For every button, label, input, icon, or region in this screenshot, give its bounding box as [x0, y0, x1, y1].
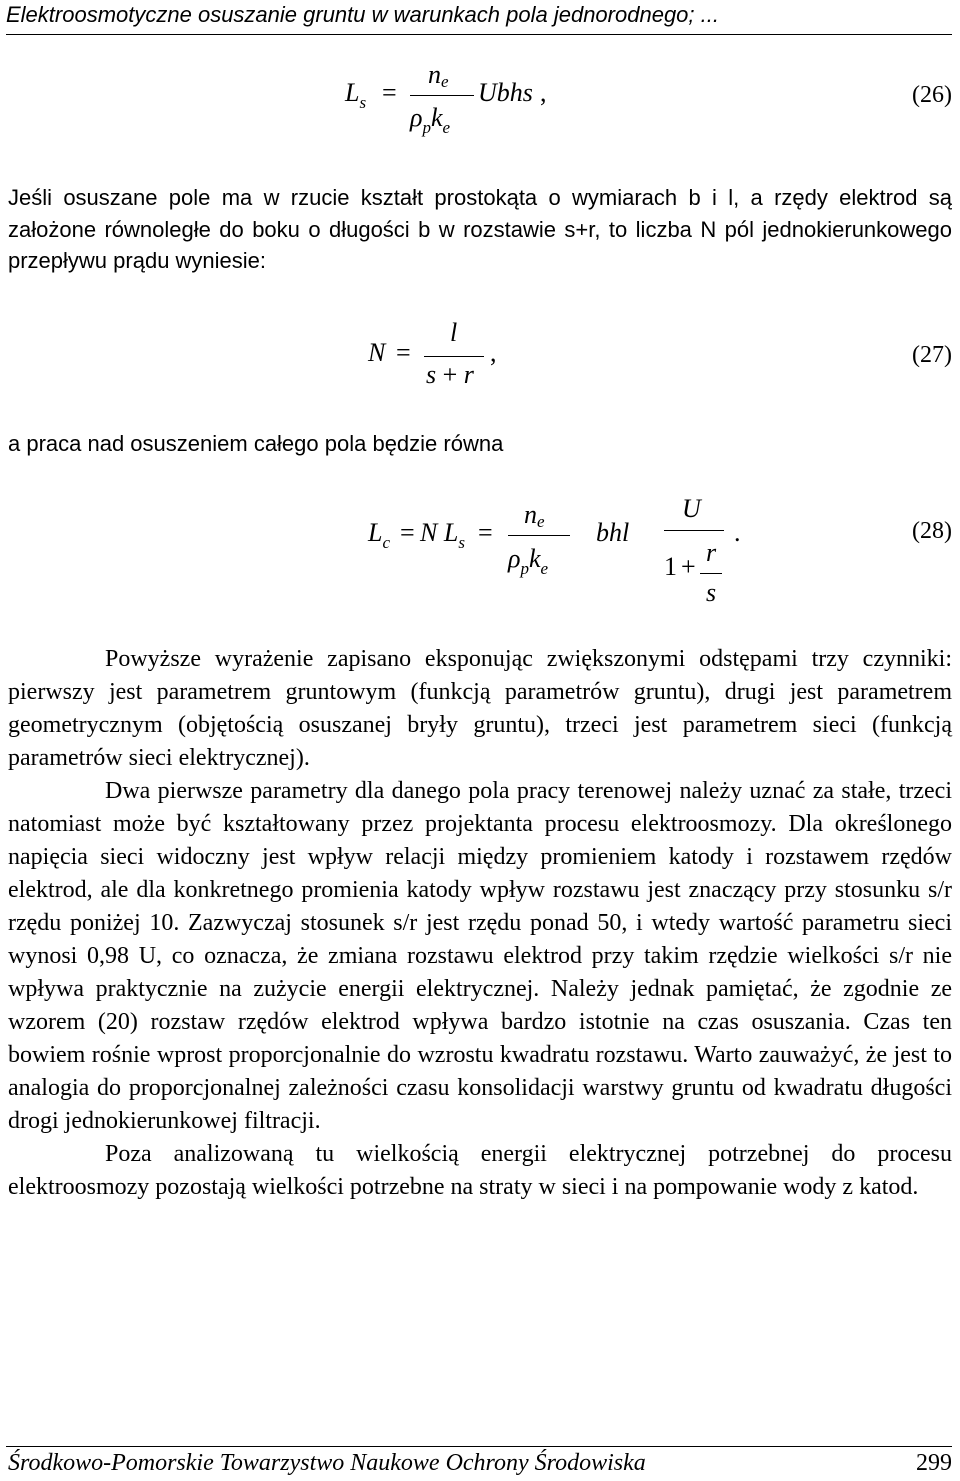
paragraph-1: Jeśli osuszane pole ma w rzucie kształt prostokąta o wymiarach b i l, a rzędy elektrod są założone równoległe do boku o długości b w rozstawie s+r, to liczba N pól jednokierunkowego przepływu prądu wyniesie:	[8, 185, 952, 273]
page-number: 299	[916, 1450, 952, 1476]
footer-divider	[6, 1446, 952, 1447]
equation-number: (28)	[912, 518, 952, 544]
paragraph-3: Powyższe wyrażenie zapisano eksponując zwiększonymi odstępami trzy czynniki: pierwszy jest parametrem gruntowym (funkcją parametrów gruntu), drugi jest parametrem geometrycznym (objętością osuszanej bryły gruntu), trzeci jest parametrem sieci (funkcją parametrów sieci elektrycznej).	[8, 646, 952, 771]
paragraph-4: Dwa pierwsze parametry dla danego pola pracy terenowej należy uznać za stałe, trzeci natomiast może być kształtowany przez projektanta procesu elektroosmozy. Dla określonego napięcia sieci widoczny jest wpływ relacji między promieniem katody i rozstawem rzędów elektrod, ale dla konkretnego promienia katody wpływ rozstawu jest znaczący przy stosunku s/r rzędu poniżej 10. Zazwyczaj stosunek s/r jest rzędu ponad 50, i wtedy wartość parametru sieci wynosi 0,98 U, co oznacza, że zmiana rozstawu elektrod przy takim rzędzie wielkości s/r nie wpływa praktycznie na zużycie energii elektrycznej. Należy jednak pamiętać, że zgodnie ze wzorem (20) rozstaw rzędów elektrod wpływa bardzo istotnie na czas osuszania. Czas ten bowiem rośnie wprost proporcjonalnie do wzrostu kwadratu rozstawu. Warto zauważyć, że jest to analogia do proporcjonalnej zależności czasu konsolidacji warstwy gruntu od kwadratu długości drogi jednokierunkowej filtracji.	[8, 778, 952, 1134]
equation-number: (27)	[912, 342, 952, 368]
body-text	[8, 643, 952, 1204]
paragraph-2: a praca nad osuszeniem całego pola będzie równa	[8, 431, 504, 456]
running-header: Elektroosmotyczne osuszanie gruntu w warunkach pola jednorodnego; ...	[6, 2, 719, 27]
paragraph-5: Poza analizowaną tu wielkością energii elektrycznej potrzebnej do procesu elektroosmozy pozostają wielkości potrzebne na straty w sieci i na pompowanie wody z katod.	[8, 1141, 952, 1200]
equation-number: (26)	[912, 82, 952, 108]
document-page: Elektroosmotyczne osuszanie gruntu w warunkach pola jednorodnego; ... $L_s$ = ne $\rho_pk_e$ Ubhs , (26) Jeśli osuszane pole ma w rzucie kształt prostokąta o wymiarach b i l, a rzędy elektrod są założone równoległe do boku o długości b w rozstawie s+r, to liczba N pól jednokierunkowego przepływu prądu wyniesie: N = l s + r , (27) a praca nad osuszeniem całego pola będzie równa $L_c$ = N $L_s$ = ne $\rho_pk_e$ bhl U 1 + r s . (28) Powyższe wyrażenie zapisano eksponując zwiększonymi odstępami trzy czynniki: pierwszy jest parametrem gruntowym (funkcją parametrów gruntu), drugi jest parametrem geometrycznym (objętością osuszanej bryły gruntu), trzeci jest parametrem sieci (funkcją parametrów sieci elektrycznej). Dwa pierwsze parametry dla danego pola pracy terenowej należy uznać za stałe, trzeci natomiast może być kształtowany przez projektanta procesu elektroosmozy. Dla określonego napięcia sieci widoczny jest wpływ relacji między promieniem katody i rozstawem rzędów elektrod, ale dla konkretnego promienia katody wpływ rozstawu jest znaczący przy stosunku s/r rzędu poniżej 10. Zazwyczaj stosunek s/r jest rzędu ponad 50, i wtedy wartość parametru sieci wynosi 0,98 U, co oznacza, że zmiana rozstawu elektrod przy takim rzędzie wielkości s/r nie wpływa praktycznie na zużycie energii elektrycznej. Należy jednak pamiętać, że zgodnie ze wzorem (20) rozstaw rzędów elektrod wpływa bardzo istotnie na czas osuszania. Czas ten bowiem rośnie wprost proporcjonalnie do wzrostu kwadratu rozstawu. Warto zauważyć, że jest to analogia do proporcjonalnej zależności czasu konsolidacji warstwy gruntu od kwadratu długości drogi jednokierunkowej filtracji. Poza analizowaną tu wielkością energii elektrycznej potrzebnej do procesu elektroosmozy pozostają wielkości potrzebne na straty w sieci i na pompowanie wody z katod. Środkowo-Pomorskie Towarzystwo Naukowe Ochrony Środowiska 299	[6, 2, 952, 1476]
footer-society: Środkowo-Pomorskie Towarzystwo Naukowe Ochrony Środowiska	[8, 1450, 646, 1476]
header-divider	[6, 34, 952, 35]
